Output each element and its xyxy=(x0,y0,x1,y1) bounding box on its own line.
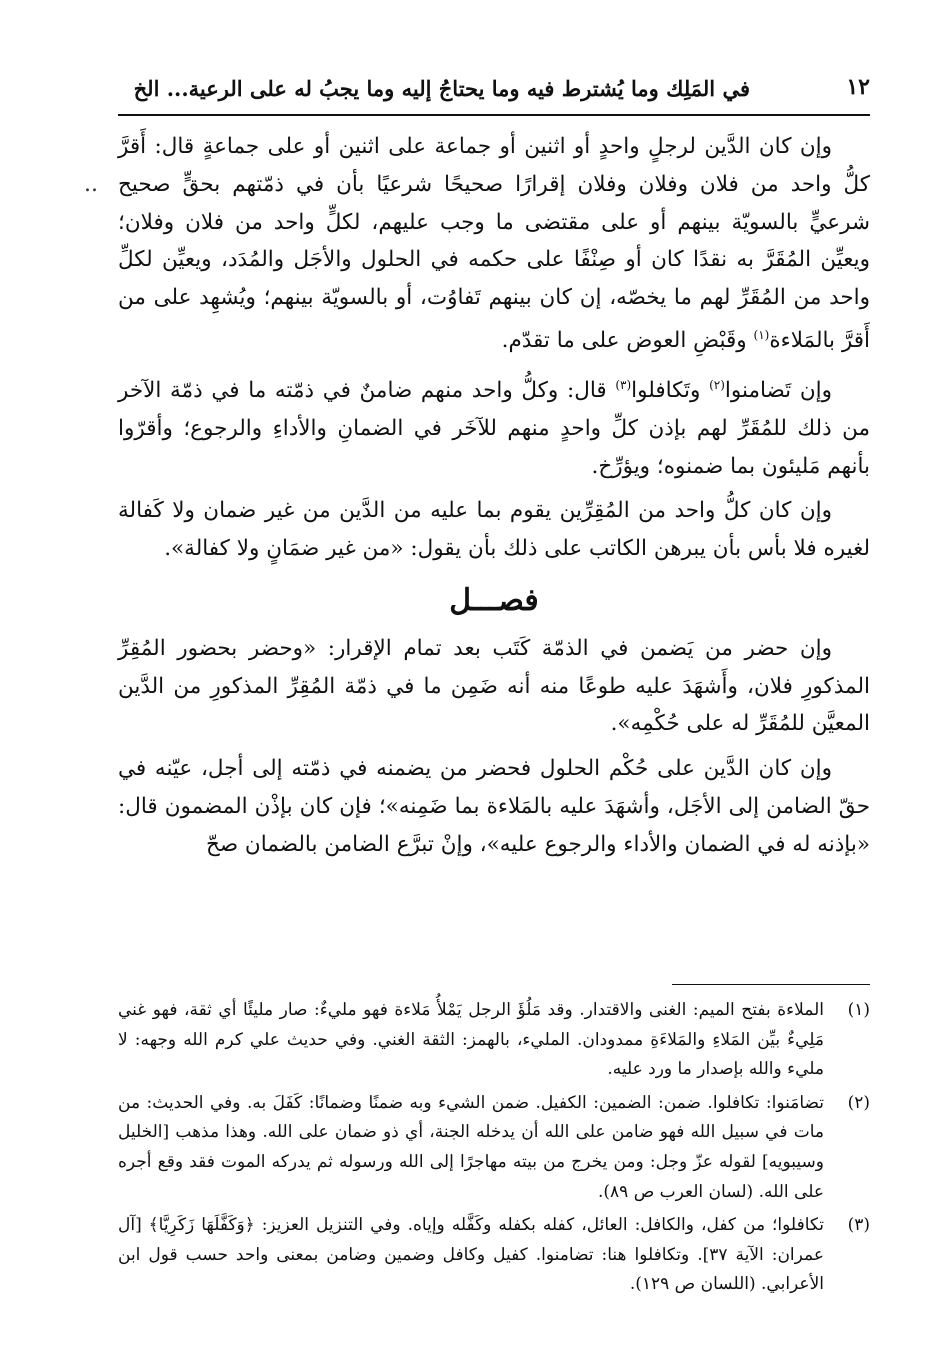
paragraph-3: وإن كان كلُّ واحد من المُقِرِّين يقوم بما عليه من الدَّين من غير ضمان ولا كَفالة لغيره فلا بأس بأن يبرهن الكاتب على ذلك بأن يقول: «من غير ضمَانٍ ولا كفالة». xyxy=(118,498,870,562)
paragraph-2-end: قال: وكلُّ واحد منهم ضامنٌ في ذمّته ما في ذمّة الآخر من ذلك للمُقَرِّ لهم بإذن كلِّ واحدٍ منهم للآخَر في الضمانِ والأداءِ والرجوع؛ وأقرّوا بأنهم مَليئون بما ضمنوه؛ ويؤرِّخ. xyxy=(118,378,870,479)
margin-mark: .. xyxy=(84,172,98,197)
paragraph-2-mid: وتَكافلوا xyxy=(631,378,710,404)
running-header xyxy=(118,70,870,116)
footnote-number: (١) xyxy=(847,1000,870,1020)
footnote-ref-1: (١) xyxy=(753,327,770,342)
footnote-1 xyxy=(118,996,870,1085)
footnote-number: (٢) xyxy=(847,1092,870,1113)
footnote-text: تكافلوا؛ من كفل، والكافل: العائل، كفله بكفله وكَفَّله وإياه. وفي التنزيل العزيز: ﴿وَكَفَّلَهَا زَكَرِيَّا﴾ [آل عمران: الآية ٣٧]. وتكافلوا هنا: تضامنوا. كفيل وكافل وضمين وضامن بمعنى واحد حسب قول ابن الأعرابي. (اللسان ص ١٢٩). xyxy=(118,1215,824,1295)
footnote-2 xyxy=(118,1089,870,1207)
paragraph-1-end: وقَبْضِ العوض على ما تقدّم. xyxy=(501,328,754,354)
footnote-3 xyxy=(118,1211,870,1300)
footnotes xyxy=(118,996,870,1304)
footnote-ref-2: (٢) xyxy=(709,377,725,392)
main-text xyxy=(118,128,870,871)
paragraph-4: وإن حضر من يَضمن في الذمّة كَتَب بعد تمام الإقرار: «وحضر بحضور المُقِرِّ المذكورِ فلان، وأَشهَدَ عليه طوعًا منه أنه ضَمِن ما في ذمّة المُقِرِّ المذكورِ من الدَّين المعيَّن للمُقَرِّ له على حُكْمِه». xyxy=(118,635,870,737)
paragraph-1-text: وإن كان الدَّين لرجلٍ واحدٍ أو اثنين أو جماعة على اثنين أو على جماعةٍ قال: أَقرَّ كلُّ واحد من فلان وفلان وفلان إقرارًا صحيحًا شرعيًا بأن في ذمّتهم بحقٍّ صحيح شرعيٍّ بالسويّة بينهم أو على مقتضى ما وجب عليهم، لكلٍّ واحد من فلان وفلان؛ ويعيِّن المُقَرَّ به نقدًا كان أو صِنْفًا على حكمه في الحلول والأجَل والمُدَد، ويعيِّن لكلِّ واحد من المُقَرِّ لهم ما يخصّه، إن كان بينهم تَفاوُت، أو بالسويّة بينهم؛ ويُشهِد على من أَقرَّ بالمَلاءة xyxy=(118,134,870,354)
footnote-number: (٣) xyxy=(847,1215,870,1236)
section-title: فصـــل xyxy=(449,583,539,619)
running-title: في المَلِك وما يُشترط فيه وما يحتاجُ إليه وما يجبُ له على الرعية... الخ xyxy=(133,76,750,101)
footnote-text: تضامَنوا: تكافلوا. ضمن: الضمين: الكفيل. ضمن الشيء وبه ضمنًا وضمانًا: كَفَلَ به. وفي الحديث: من مات في سبيل الله فهو ضامن على الله أن يدخله الجنة، أي ذو ضمان على الله. وهذا مذهب [الخليل وسيبويه] لقوله عزّ وجل: ومن يخرج من بيته مهاجرًا إلى الله ورسوله ثم يدركه الموت فقد وقع أجره على الله. (لسان العرب ص ٨٩). xyxy=(118,1092,824,1202)
paragraph-2 xyxy=(118,367,870,486)
footnote-divider xyxy=(672,984,870,985)
paragraph-5: وإن كان الدَّين على حُكْم الحلول فحضر من يضمنه في ذمّته إلى أجل، عيّنه في حقّ الضامن إلى الأجَل، وأشهَدَ عليه بالمَلاءة بما ضَمِنه»؛ فإن كان بإذْن المضمون قال: «بإذنه له في الضمان والأداء والرجوع عليه»، وإنْ تبرَّع الضامن بالضمان صحّ xyxy=(118,756,870,857)
page-number: ١٢ xyxy=(846,74,870,100)
footnote-text: الملاءة بفتح الميم: الغنى والاقتدار. وقد مَلُؤَ الرجل يَمْلأُ مَلاءة فهو مليءٌ: صار مليئًا أي ثقة، فهو غني مَلِيءٌ بيِّن المَلاءِ والمَلاءَةِ ممدودان. المليء، بالهمز: الثقة الغني. وفي حديث علي كرم الله وجهه: لا مليء والله بإصدار ما ورد عليه. xyxy=(118,1000,824,1080)
footnote-ref-3: (٣) xyxy=(615,377,632,392)
paragraph-2-start: وإن تَضامنوا xyxy=(724,378,832,404)
paragraph-1 xyxy=(118,128,870,360)
